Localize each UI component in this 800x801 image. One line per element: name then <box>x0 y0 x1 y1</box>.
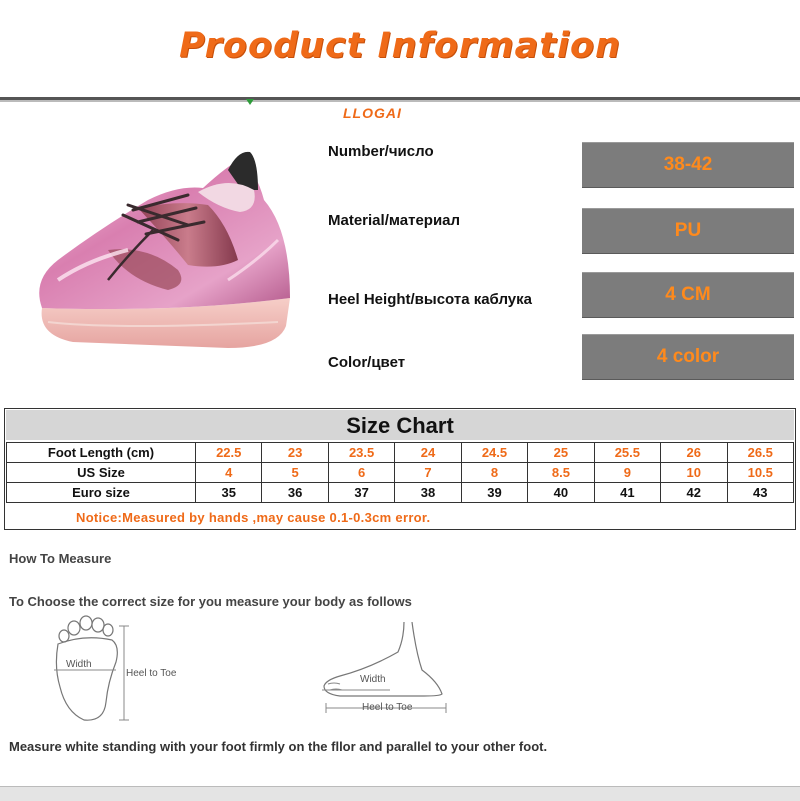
table-cell: 25.5 <box>594 443 660 463</box>
table-cell: 26 <box>661 443 727 463</box>
spec-value-text: 4 CM <box>665 284 711 305</box>
spec-value-material <box>582 208 794 254</box>
how-to-measure-title: How To Measure <box>9 551 112 566</box>
table-cell: 10.5 <box>727 463 794 483</box>
table-cell: 4 <box>196 463 262 483</box>
table-cell: 9 <box>594 463 660 483</box>
table-cell: 7 <box>395 463 461 483</box>
brand-name: LLOGAI <box>343 105 402 121</box>
width-label: Width <box>66 659 92 670</box>
table-cell: 43 <box>727 483 794 503</box>
width-label-side: Width <box>360 674 386 685</box>
spec-label-heel-height: Heel Height/высота каблука <box>328 291 532 308</box>
table-row <box>7 443 794 463</box>
spec-value-text: PU <box>674 220 702 241</box>
table-cell: 24 <box>395 443 461 463</box>
size-chart-table <box>6 442 794 503</box>
table-cell: 26.5 <box>727 443 794 463</box>
table-cell: 6 <box>328 463 394 483</box>
table-cell: 35 <box>196 483 262 503</box>
table-cell: 42 <box>661 483 727 503</box>
table-cell: 41 <box>594 483 660 503</box>
size-chart-heading: Size Chart <box>6 410 794 440</box>
table-cell: 38 <box>395 483 461 503</box>
header-divider-shadow <box>0 100 800 102</box>
table-cell: 36 <box>262 483 328 503</box>
table-cell: 40 <box>528 483 594 503</box>
table-cell: 23 <box>262 443 328 463</box>
product-shoe-image <box>28 130 318 365</box>
bottom-strip <box>0 786 800 801</box>
spec-value-text: 38-42 <box>663 154 713 175</box>
row-header: Foot Length (cm) <box>7 443 196 463</box>
heel-to-toe-label-side: Heel to Toe <box>362 702 413 713</box>
table-cell: 37 <box>328 483 394 503</box>
measure-footer-note: Measure white standing with your foot firmly on the fllor and parallel to your other foot. <box>9 739 548 754</box>
table-cell: 39 <box>461 483 527 503</box>
table-cell: 8 <box>461 463 527 483</box>
table-cell: 23.5 <box>328 443 394 463</box>
spec-value-text: 4 color <box>656 346 720 367</box>
divider-marker-icon <box>246 99 254 105</box>
row-header: Euro size <box>7 483 196 503</box>
measurement-notice: Notice:Measured by hands ,may cause 0.1-0.3cm error. <box>76 510 431 525</box>
measure-instruction: To Choose the correct size for you measure your body as follows <box>9 594 412 609</box>
row-header: US Size <box>7 463 196 483</box>
page-title: Prooduct Information <box>179 26 621 66</box>
table-row <box>7 483 794 503</box>
table-row <box>7 463 794 483</box>
heel-to-toe-label: Heel to Toe <box>126 668 177 679</box>
table-cell: 5 <box>262 463 328 483</box>
table-cell: 24.5 <box>461 443 527 463</box>
spec-value-number <box>582 142 794 188</box>
spec-value-color <box>582 334 794 380</box>
spec-label-color: Color/цвет <box>328 354 406 371</box>
table-cell: 10 <box>661 463 727 483</box>
table-cell: 8.5 <box>528 463 594 483</box>
spec-label-number: Number/число <box>328 143 434 160</box>
table-cell: 22.5 <box>196 443 262 463</box>
spec-value-heel-height <box>582 272 794 318</box>
table-cell: 25 <box>528 443 594 463</box>
spec-label-material: Material/материал <box>328 212 461 229</box>
